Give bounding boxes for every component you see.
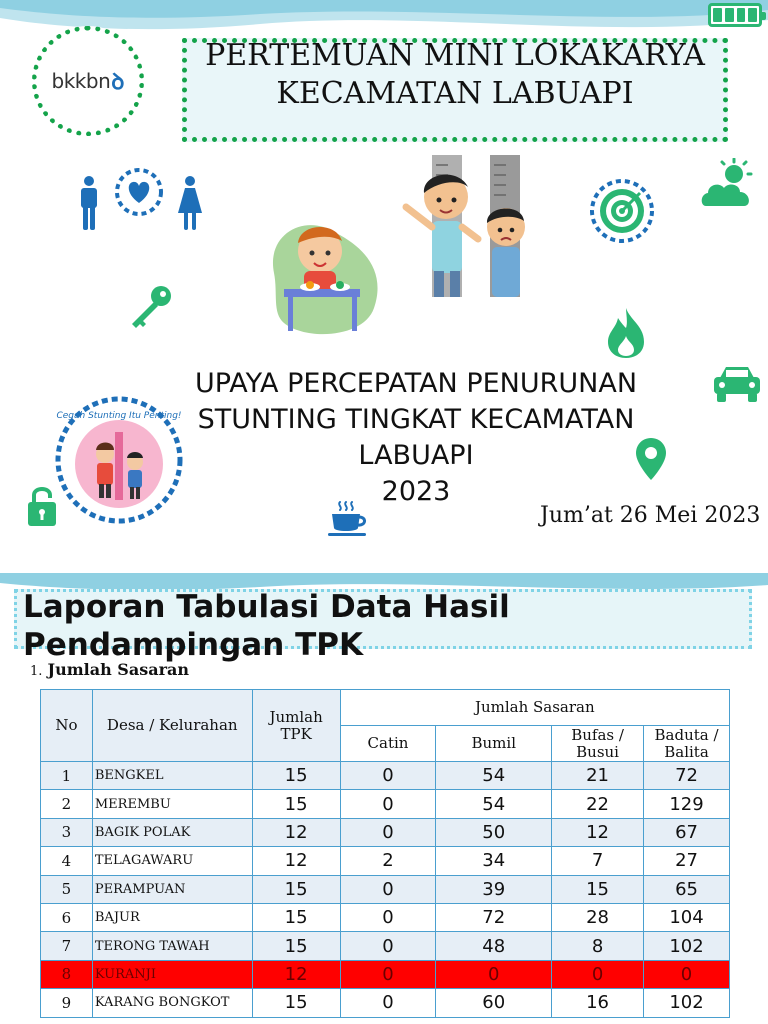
cell-desa: BAGIK POLAK: [92, 818, 252, 846]
cell-baduta: 102: [644, 932, 730, 960]
cell-desa: KURANJI: [92, 960, 252, 988]
cell-bufas: 15: [552, 875, 644, 903]
cell-bufas: 7: [552, 847, 644, 875]
cell-tpk: 15: [252, 875, 340, 903]
man-icon: [78, 175, 100, 231]
cell-catin: 0: [340, 790, 436, 818]
cell-catin: 0: [340, 960, 436, 988]
cell-catin: 0: [340, 932, 436, 960]
cell-tpk: 12: [252, 818, 340, 846]
cell-catin: 0: [340, 762, 436, 790]
cell-bumil: 72: [436, 903, 552, 931]
target-icon: [588, 178, 656, 244]
cell-catin: 2: [340, 847, 436, 875]
slide-date: Jum’at 26 Mei 2023: [540, 503, 761, 528]
table-row: [41, 762, 730, 790]
children-height-illustration: [398, 155, 532, 297]
cell-no: 8: [41, 960, 93, 988]
child-eating-illustration: [266, 213, 382, 339]
header-desa: Desa / Kelurahan: [92, 690, 252, 762]
cell-no: 6: [41, 903, 93, 931]
report-slide: [0, 573, 768, 1024]
cell-bumil: 50: [436, 818, 552, 846]
cell-bufas: 0: [552, 960, 644, 988]
cell-tpk: 15: [252, 762, 340, 790]
table-row: [41, 932, 730, 960]
header-bufas: Bufas / Busui: [552, 726, 644, 762]
table-row: [41, 818, 730, 846]
sasaran-table: [40, 689, 730, 1018]
cell-baduta: 65: [644, 875, 730, 903]
cell-desa: BENGKEL: [92, 762, 252, 790]
table-row: [41, 790, 730, 818]
cell-no: 3: [41, 818, 93, 846]
subtitle-line: 2023: [381, 476, 451, 507]
table-row-highlighted: [41, 960, 730, 988]
cell-bumil: 54: [436, 790, 552, 818]
cell-bumil: 39: [436, 875, 552, 903]
heading-line: Pendampingan TPK: [23, 627, 363, 663]
table-row: [41, 989, 730, 1017]
header-catin: Catin: [340, 726, 436, 762]
cell-bumil: 60: [436, 989, 552, 1017]
cell-desa: TELAGAWARU: [92, 847, 252, 875]
header-baduta: Baduta / Balita: [644, 726, 730, 762]
cell-baduta: 27: [644, 847, 730, 875]
cell-catin: 0: [340, 903, 436, 931]
bkkbn-logo: [32, 26, 144, 136]
slide-title: PERTEMUAN MINI LOKAKARYA KECAMATAN LABUAPI: [205, 38, 705, 111]
cell-desa: TERONG TAWAH: [92, 932, 252, 960]
report-heading: [23, 588, 510, 664]
heading-line: Laporan Tabulasi Data Hasil: [23, 589, 510, 625]
cell-no: 7: [41, 932, 93, 960]
cell-bumil: 54: [436, 762, 552, 790]
cell-bufas: 16: [552, 989, 644, 1017]
header-tpk: Jumlah TPK: [252, 690, 340, 762]
car-icon: [712, 364, 762, 404]
cell-bumil: 0: [436, 960, 552, 988]
cell-no: 5: [41, 875, 93, 903]
cell-bufas: 21: [552, 762, 644, 790]
section-title: Jumlah Sasaran: [47, 660, 190, 679]
cell-tpk: 15: [252, 932, 340, 960]
cell-bufas: 8: [552, 932, 644, 960]
cell-catin: 0: [340, 989, 436, 1017]
slide-subtitle: [160, 366, 672, 510]
subtitle-line: STUNTING TINGKAT KECAMATAN: [197, 404, 635, 435]
cell-tpk: 15: [252, 903, 340, 931]
header-jumlah-sasaran: Jumlah Sasaran: [340, 690, 729, 726]
cell-baduta: 102: [644, 989, 730, 1017]
table-row: [41, 875, 730, 903]
cell-tpk: 12: [252, 960, 340, 988]
logo-text: bkkbn: [51, 69, 111, 93]
cell-desa: PERAMPUAN: [92, 875, 252, 903]
cell-desa: MEREMBU: [92, 790, 252, 818]
cell-bufas: 12: [552, 818, 644, 846]
cell-tpk: 15: [252, 790, 340, 818]
title-box: [182, 38, 728, 142]
heart-icon: [114, 166, 164, 218]
logo-mark-icon: ꝺ: [111, 70, 125, 95]
badge-text: Cegah Stunting Itu Penting!: [56, 411, 182, 421]
header-bumil: Bumil: [436, 726, 552, 762]
section-number: 1.: [30, 664, 43, 679]
cell-baduta: 129: [644, 790, 730, 818]
cell-bumil: 34: [436, 847, 552, 875]
table-row: [41, 847, 730, 875]
table-row: [41, 903, 730, 931]
fire-icon: [602, 306, 650, 360]
subtitle-line: UPAYA PERCEPATAN PENURUNAN: [194, 368, 638, 399]
key-icon: [126, 284, 174, 330]
cell-bufas: 22: [552, 790, 644, 818]
cell-desa: BAJUR: [92, 903, 252, 931]
battery-icon: [708, 3, 762, 27]
section-label: [30, 660, 189, 679]
cell-bumil: 48: [436, 932, 552, 960]
cell-baduta: 0: [644, 960, 730, 988]
cloud-sun-icon: [700, 158, 754, 208]
cell-baduta: 72: [644, 762, 730, 790]
cell-catin: 0: [340, 875, 436, 903]
cell-tpk: 15: [252, 989, 340, 1017]
cell-catin: 0: [340, 818, 436, 846]
cell-baduta: 67: [644, 818, 730, 846]
cell-tpk: 12: [252, 847, 340, 875]
subtitle-line: LABUAPI: [358, 440, 474, 471]
cell-bufas: 28: [552, 903, 644, 931]
cell-no: 9: [41, 989, 93, 1017]
cell-no: 1: [41, 762, 93, 790]
cell-baduta: 104: [644, 903, 730, 931]
cell-no: 4: [41, 847, 93, 875]
cell-no: 2: [41, 790, 93, 818]
heading-box: [14, 589, 752, 663]
lock-icon: [26, 484, 58, 528]
header-no: No: [41, 690, 93, 762]
cell-desa: KARANG BONGKOT: [92, 989, 252, 1017]
woman-icon: [176, 175, 204, 231]
